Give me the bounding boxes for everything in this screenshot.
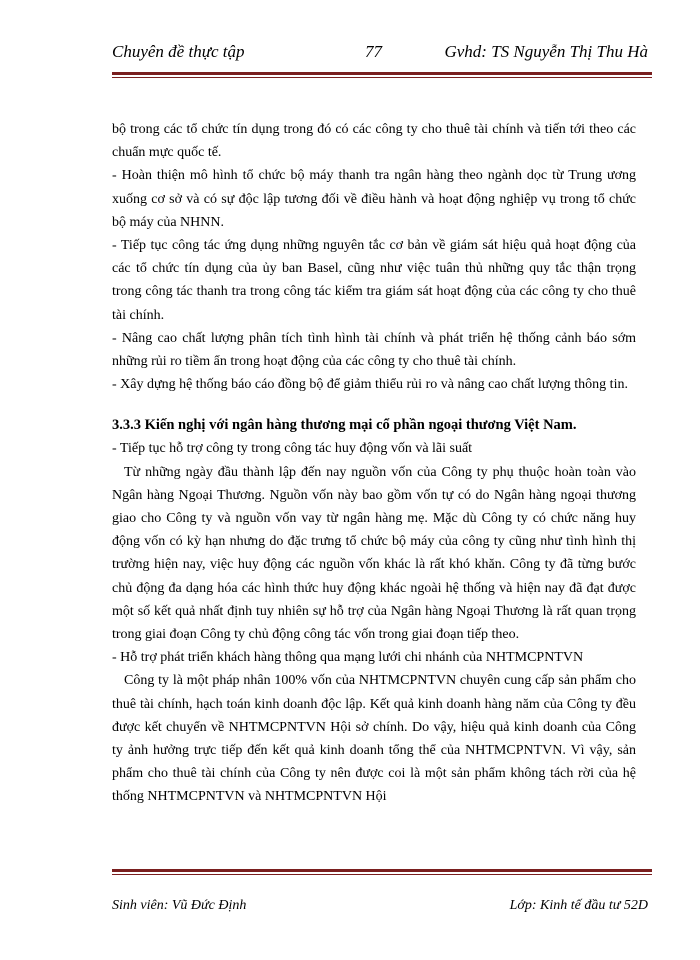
bullet-paragraph: - Tiếp tục hỗ trợ công ty trong công tác huy động vốn và lãi suất — [112, 441, 473, 457]
bullet-paragraph: - Nâng cao chất lượng phân tích tình hình tài chính và phát triển hệ thống cảnh báo sớm những rủi ro tiềm ẩn trong hoạt động của các công ty cho thuê tài chính. — [112, 330, 636, 370]
section-heading: 3.3.3 Kiến nghị với ngân hàng thương mại cổ phần ngoại thương Việt Nam. — [112, 417, 577, 434]
header-advisor: Gvhd: TS Nguyễn Thị Thu Hà — [444, 42, 648, 61]
paragraph: bộ trong các tổ chức tín dụng trong đó có các công ty cho thuê tài chính và tiến tới theo các chuẩn mực quốc tế. — [112, 122, 636, 161]
page-footer — [112, 898, 648, 922]
bullet-paragraph: - Xây dựng hệ thống báo cáo đồng bộ để giảm thiểu rủi ro và nâng cao chất lượng thông tin. — [112, 377, 628, 393]
footer-rule-thick — [112, 869, 652, 872]
bullet-paragraph: - Hoàn thiện mô hình tổ chức bộ máy thanh tra ngân hàng theo ngành dọc từ Trung ương xuống cơ sở và có sự độc lập tương đối về điều hành và hoạt động nghiệp vụ trong tổ chức bộ máy của NHNN. — [112, 168, 636, 230]
footer-class: Lớp: Kinh tế đầu tư 52D — [509, 898, 648, 913]
page-number: 77 — [365, 42, 382, 61]
footer-student: Sinh viên: Vũ Đức Định — [112, 898, 247, 913]
page-header — [112, 42, 648, 70]
paragraph: Công ty là một pháp nhân 100% vốn của NHTMCPNTVN chuyên cung cấp sản phẩm cho thuê tài chính, hạch toán kinh doanh độc lập. Kết quả kinh doanh hàng năm của Công ty đều được kết chuyển về NHTMCPNTVN Hội sở chính. Do vậy, hiệu quả kinh doanh của Công ty ảnh hưởng trực tiếp đến kết quả kinh doanh tổng thể của NHTMCPNTVN. Vì vậy, sản phẩm cho thuê tài chính của Công ty nên được coi là một sản phẩm không tách rời của hệ thống NHTMCPNTVN và NHTMCPNTVN Hội — [112, 673, 636, 805]
paragraph: Từ những ngày đầu thành lập đến nay nguồn vốn của Công ty phụ thuộc hoàn toàn vào Ngân hàng Ngoại Thương. Nguồn vốn này bao gồm vốn tự có do Ngân hàng ngoại thương giao cho Công ty và nguồn vốn vay từ ngân hàng mẹ. Mặc dù Công ty có chức năng huy động vốn có kỳ hạn nhưng do đặc trưng tổ chức bộ máy của công ty cũng như tình hình thị trường hiện nay, việc huy động các nguồn vốn khác là rất khó khăn. Công ty đã từng bước chủ động đa dạng hóa các hình thức huy động khác ngoài hệ thống và hiện nay đã đạt được một số kết quả nhất định tuy nhiên sự hỗ trợ của Ngân hàng Ngoại Thương là rất quan trọng trong giai đoạn Công ty chủ động công tác vốn trong giai đoạn tiếp theo. — [112, 464, 636, 643]
header-rule-thick — [112, 72, 652, 75]
bullet-paragraph: - Tiếp tục công tác ứng dụng những nguyên tắc cơ bản về giám sát hiệu quả hoạt động của các tổ chức tín dụng của ủy ban Basel, cũng như việc tuân thủ những quy tắc thận trọng trong công tác thanh tra trong công tác kiểm tra giám sát hoạt động của các công ty cho thuê tài chính. — [112, 238, 636, 323]
bullet-paragraph: - Hỗ trợ phát triển khách hàng thông qua mạng lưới chi nhánh của NHTMCPNTVN — [112, 650, 584, 666]
footer-rule-thin — [112, 874, 652, 875]
header-rule-thin — [112, 77, 652, 78]
header-doc-title: Chuyên đề thực tập — [112, 42, 245, 61]
page-body — [112, 118, 636, 809]
